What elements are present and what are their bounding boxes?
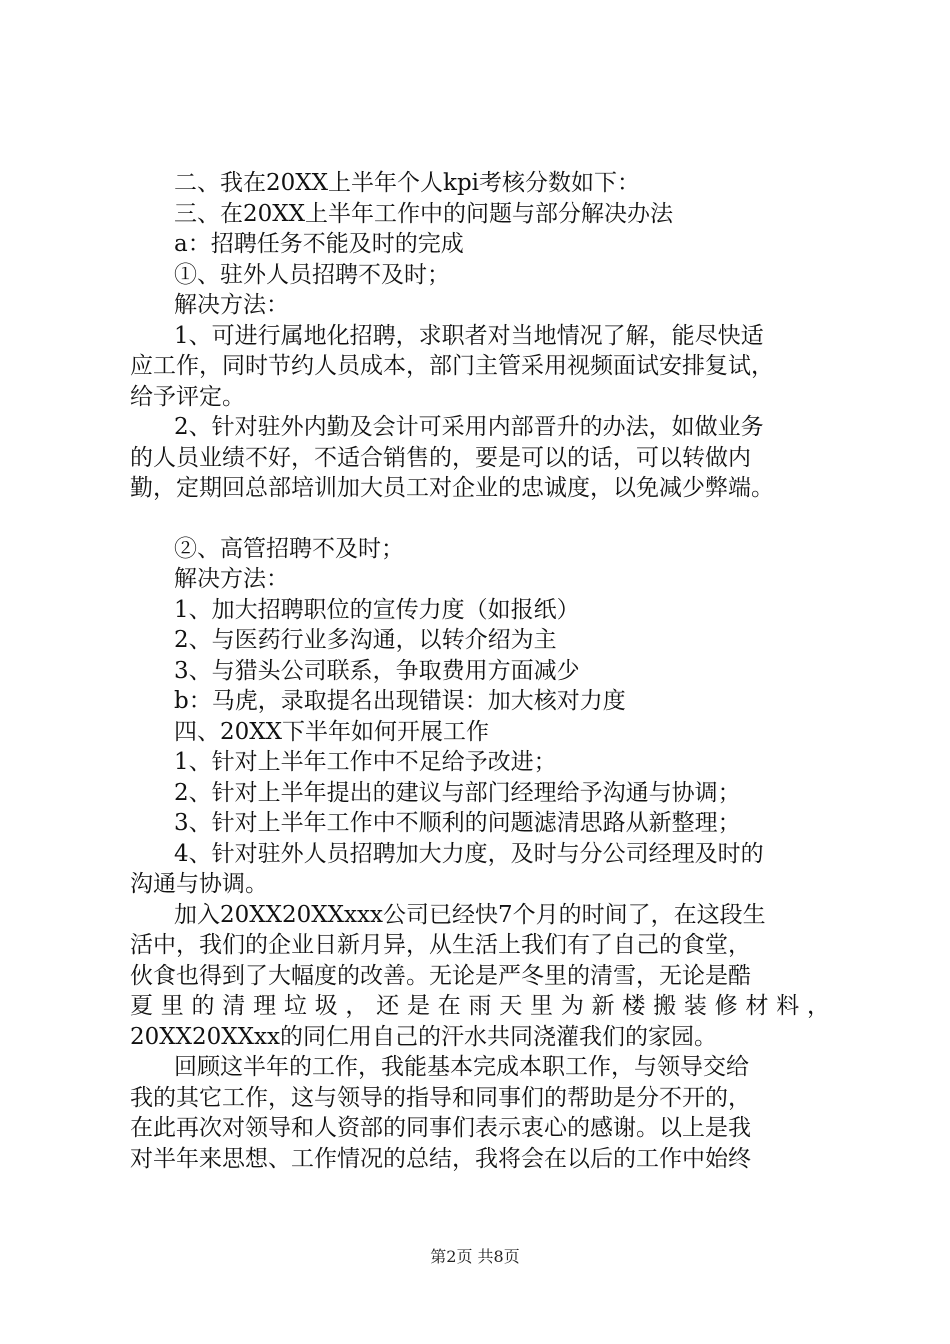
list-item: 2、与医药行业多沟通，以转介绍为主 [174, 627, 557, 653]
section-heading: 三、在20XX上半年工作中的问题与部分解决办法 [174, 200, 674, 227]
text-line: 对半年来思想、工作情况的总结，我将会在以后的工作中始终 [130, 1145, 751, 1172]
list-item: 1、针对上半年工作中不足给予改进； [174, 749, 557, 775]
text-line: 的人员业绩不好，不适合销售的，要是可以的话，可以转做内 [130, 444, 751, 471]
list-item: 4、针对驻外人员招聘加大力度，及时与分公司经理及时的 [174, 840, 764, 867]
text-line: 沟通与协调。 [130, 871, 268, 897]
list-item: ①、驻外人员招聘不及时； [174, 261, 450, 288]
paragraph-gap [130, 504, 830, 534]
text-line: 我的其它工作，这与领导的指导和同事们的帮助是分不开的， [130, 1084, 751, 1111]
text-line: 20XX20XXxx的同仁用自己的汗水共同浇灌我们的家园。 [130, 1023, 717, 1050]
text-line: 2、针对驻外内勤及会计可采用内部晋升的办法，如做业务 [174, 414, 764, 440]
subsection-heading: a：招聘任务不能及时的完成 [174, 231, 464, 257]
list-item: 2、针对上半年提出的建议与部门经理给予沟通与协调； [174, 779, 741, 806]
text-line: 活中，我们的企业日新月异，从生活上我们有了自己的食堂， [130, 932, 751, 958]
section-heading: 四、20XX下半年如何开展工作 [174, 718, 490, 745]
list-item: 3、与猎头公司联系，争取费用方面减少 [174, 657, 580, 684]
document-body [130, 168, 830, 1174]
list-item: 1、加大招聘职位的宣传力度（如报纸） [174, 596, 580, 623]
text-line: 在此再次对领导和人资部的同事们表示衷心的感谢。以上是我 [130, 1115, 751, 1141]
text-line: 回顾这半年的工作，我能基本完成本职工作，与领导交给 [174, 1054, 749, 1080]
text-line: 勤，定期回总部培训加大员工对企业的忠诚度，以免减少弊端。 [130, 475, 774, 501]
text-line: 1、可进行属地化招聘，求职者对当地情况了解，能尽快适 [174, 322, 764, 349]
text-line: 应工作，同时节约人员成本，部门主管采用视频面试安排复试， [130, 353, 774, 379]
page-number-footer: 第2页 共8页 [430, 1247, 520, 1266]
section-heading: 二、我在20XX上半年个人kpi考核分数如下： [174, 170, 641, 196]
text-line: 夏里的清理垃圾，还是在雨天里为新楼搬装修材料， [130, 993, 830, 1019]
text-line: 给予评定。 [130, 383, 245, 410]
subsection-heading: b：马虎，录取提名出现错误：加大核对力度 [174, 688, 626, 714]
list-item: ②、高管招聘不及时； [174, 535, 404, 562]
text-line: 解决方法： [174, 292, 289, 318]
list-item: 3、针对上半年工作中不顺利的问题滤清思路从新整理； [174, 810, 741, 836]
text-line: 加入20XX20XXxxx公司已经快7个月的时间了，在这段生 [174, 901, 766, 928]
text-line: 伙食也得到了大幅度的改善。无论是严冬里的清雪，无论是酷 [130, 962, 751, 989]
text-line: 解决方法： [174, 566, 289, 592]
